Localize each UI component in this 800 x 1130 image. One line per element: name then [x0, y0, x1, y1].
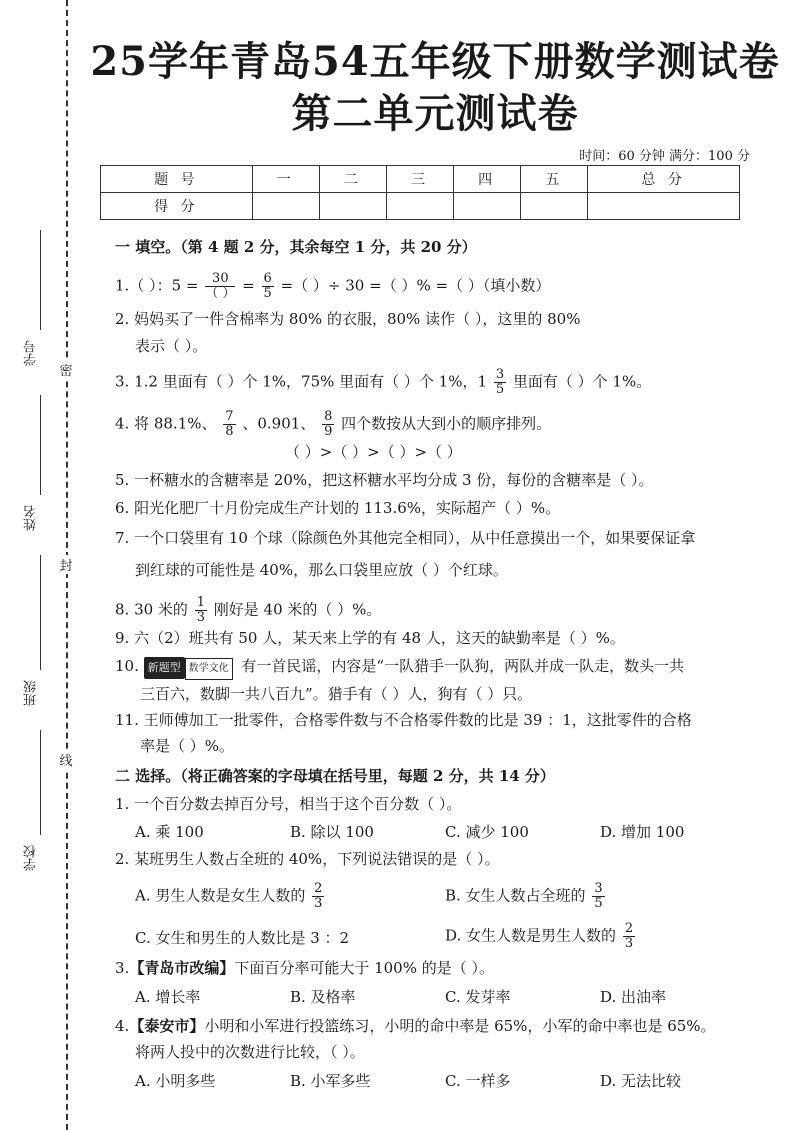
opt-text: A. 男生人数是女生人数的 [135, 886, 306, 905]
question-1-5: 5. 一杯糖水的含糖率是 20%，把这杯糖水平均分成 3 份，每份的含糖率是（ ）。 [115, 471, 654, 489]
binding-label-school: 学校 [24, 845, 39, 871]
score-cell: 得 分 [101, 193, 253, 220]
binding-label-class: 班级 [24, 680, 39, 706]
q-text: 4. 将 88.1%、 [115, 414, 217, 433]
question-1-2-cont: 表示（ ）。 [135, 337, 208, 355]
question-1-2: 2. 妈妈买了一件含棉率为 80% 的衣服，80% 读作（ ），这里的 80% [115, 310, 581, 328]
q-text: 里面有（ ）个 1%。 [512, 372, 652, 391]
opt-text: D. 女生人数是男生人数的 [445, 926, 617, 945]
question-1-11: 11. 王师傅加工一批零件，合格零件数与不合格零件数的比是 39 ：1，这批零件的合格 [115, 711, 692, 729]
frac-num: 1 [196, 595, 205, 610]
q-text: 小明和小军进行投篮练习，小明的命中率是 65%，小军的命中率也是 65%。 [204, 1017, 716, 1035]
score-table [100, 165, 740, 220]
question-1-10-cont: 三百六，数脚一共八百九”。猎手有（ ）人，狗有（ ）只。 [140, 685, 533, 703]
option-b: B. 除以 100 [290, 823, 374, 841]
q-text: = [242, 276, 255, 295]
score-blank[interactable] [454, 193, 521, 220]
question-2-4 [115, 1016, 716, 1036]
question-1-7-cont: 到红球的可能性是 40%，那么口袋里应放（ ）个红球。 [135, 561, 508, 579]
option-a: A. 乘 100 [135, 823, 204, 841]
seal-mark: 线 [56, 750, 76, 769]
question-1-7: 7. 一个口袋里有 10 个球（除颜色外其他完全相同），从中任意摸出一个，如果要保证拿 [115, 529, 696, 547]
option-c: C. 一样多 [445, 1072, 511, 1090]
score-blank[interactable] [252, 193, 319, 220]
binding-label-student-id: 学号 [24, 340, 39, 366]
q-text: =（ ）÷ 30 =（ ）% =（ ）（填小数） [280, 276, 551, 295]
binding-rule [40, 395, 41, 495]
fraction [494, 368, 506, 397]
binding-rule [40, 230, 41, 330]
score-cell: 总 分 [588, 166, 740, 193]
question-2-3 [115, 958, 494, 978]
source-tag: 【泰安市】 [129, 1017, 205, 1035]
frac-num: 7 [225, 409, 234, 424]
new-type-badge: 新题型 [144, 657, 185, 679]
score-table-header-row [101, 166, 740, 193]
frac-den: 3 [314, 896, 323, 911]
q-number: 4. [115, 1017, 130, 1035]
fraction [592, 882, 604, 911]
option-d: D. 无法比较 [600, 1072, 682, 1090]
option-a: A. 增长率 [135, 988, 201, 1006]
frac-den: 5 [495, 382, 505, 397]
q-text: 四个数按从大到小的顺序排列。 [341, 414, 552, 433]
fraction [322, 410, 334, 439]
frac-num: 8 [324, 409, 333, 424]
option-d: D. 增加 100 [600, 823, 685, 841]
exam-title: 25学年青岛54五年级下册数学测试卷 [90, 38, 780, 85]
score-table-score-row [101, 193, 740, 220]
score-blank[interactable] [588, 193, 740, 220]
frac-den: 3 [196, 610, 205, 625]
option-c: C. 女生和男生的人数比是 3 ：2 [135, 929, 350, 947]
source-tag: 【青岛市改编】 [129, 959, 235, 977]
opt-text: B. 女生人数占全班的 [445, 886, 586, 905]
q-text: 3. 1.2 里面有（ ）个 1%，75% 里面有（ ）个 1%，1 [115, 372, 488, 391]
option-c: C. 减少 100 [445, 823, 529, 841]
binding-rule [40, 730, 41, 835]
frac-den: 9 [324, 424, 333, 439]
question-1-6: 6. 阳光化肥厂十月份完成生产计划的 113.6%，实际超产（ ）%。 [115, 499, 561, 517]
fraction [623, 922, 635, 951]
question-1-4 [115, 410, 551, 439]
q-text: 8. 30 米的 [115, 600, 188, 619]
option-b: B. 及格率 [290, 988, 356, 1006]
frac-num: 3 [594, 881, 603, 896]
question-2-1: 1. 一个百分数去掉百分号，相当于这个百分数（ ）。 [115, 795, 462, 813]
question-1-1 [115, 272, 550, 301]
question-2-2: 2. 某班男生人数占全班的 40%，下列说法错误的是（ ）。 [115, 850, 500, 868]
option-a: A. 小明多些 [135, 1072, 216, 1090]
math-culture-badge: 数学文化 [185, 658, 233, 680]
option-b: B. 小军多些 [290, 1072, 371, 1090]
fraction [312, 882, 324, 911]
frac-num: 6 [263, 271, 272, 286]
exam-meta: 时间：60 分钟 满分：100 分 [579, 149, 750, 164]
frac-den: （ ） [205, 286, 236, 301]
score-cell: 一 [252, 166, 319, 193]
question-1-9: 9. 六（2）班共有 50 人，某天来上学的有 48 人，这天的缺勤率是（ ）%。 [115, 629, 625, 647]
q-number: 3. [115, 959, 130, 977]
section1-title: 一 填空。（第 4 题 2 分，其余每空 1 分，共 20 分） [115, 238, 477, 256]
question-1-11-cont: 率是（ ）%。 [140, 737, 235, 755]
question-1-4-blanks: （ ）>（ ）>（ ）>（ ） [285, 443, 462, 461]
score-blank[interactable] [319, 193, 386, 220]
score-cell: 二 [319, 166, 386, 193]
q-number: 10. [115, 657, 139, 675]
option-b [445, 882, 607, 911]
score-cell: 五 [521, 166, 588, 193]
fraction [195, 596, 207, 625]
score-blank[interactable] [386, 193, 453, 220]
question-1-8 [115, 596, 381, 625]
q-text: 、0.901、 [242, 414, 316, 433]
binding-rule [40, 555, 41, 670]
q-text: 刚好是 40 米的（ ）%。 [213, 600, 382, 619]
exam-subtitle: 第二单元测试卷 [291, 90, 579, 137]
score-cell: 四 [454, 166, 521, 193]
frac-den: 5 [594, 896, 603, 911]
option-c: C. 发芽率 [445, 988, 511, 1006]
question-1-10 [115, 656, 684, 680]
binding-label-name: 姓名 [24, 505, 39, 531]
section2-title: 二 选择。（将正确答案的字母填在括号里，每题 2 分，共 14 分） [115, 767, 555, 785]
fraction [223, 410, 235, 439]
option-d: D. 出油率 [600, 988, 667, 1006]
score-blank[interactable] [521, 193, 588, 220]
fraction [262, 272, 274, 301]
seal-mark: 密 [56, 360, 76, 379]
score-cell: 题 号 [101, 166, 253, 193]
frac-den: 5 [263, 286, 272, 301]
frac-num: 3 [495, 367, 505, 382]
q-text: 下面百分率可能大于 100% 的是（ ）。 [234, 959, 495, 977]
frac-num: 2 [624, 921, 634, 936]
frac-num: 2 [314, 881, 323, 896]
option-a [135, 882, 326, 911]
question-1-3 [115, 368, 651, 397]
fraction [205, 272, 235, 301]
frac-den: 3 [624, 936, 634, 951]
option-d [445, 922, 637, 951]
question-2-4-cont: 将两人投中的次数进行比较，（ ）。 [135, 1043, 365, 1061]
frac-den: 8 [225, 424, 234, 439]
q-text: 1.（ ）：5 = [115, 276, 199, 295]
score-cell: 三 [386, 166, 453, 193]
seal-mark: 封 [56, 555, 76, 574]
q-text: 有一首民谣，内容是“一队猎手一队狗，两队并成一队走，数头一共 [241, 657, 685, 675]
frac-num: 30 [205, 272, 235, 287]
